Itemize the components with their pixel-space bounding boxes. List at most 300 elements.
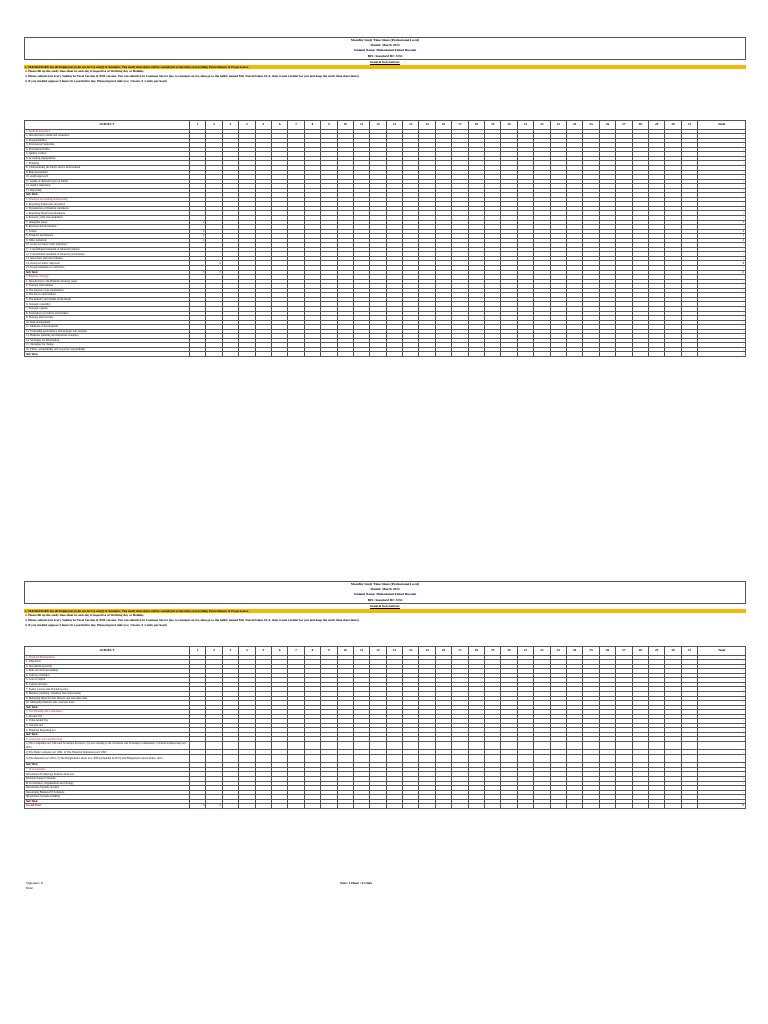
day-header: 10 <box>337 647 353 656</box>
day-cell[interactable] <box>485 754 501 762</box>
subject-cell: Decision Support Systems <box>25 776 190 781</box>
day-header: 3 <box>222 121 238 130</box>
day-cell[interactable] <box>665 742 681 750</box>
subject-cell: 11. Methods of development <box>25 325 190 330</box>
day-cell[interactable] <box>403 754 419 762</box>
day-header: 15 <box>419 647 435 656</box>
total-cell: - <box>698 320 746 325</box>
total-cell: - <box>698 776 746 781</box>
total-cell: - <box>698 786 746 791</box>
day-header: 4 <box>239 647 255 656</box>
subject-cell: Information Systems Security <box>25 786 190 791</box>
total-cell: - <box>698 714 746 719</box>
subject-cell: 6. Accepting engagements <box>25 156 190 161</box>
day-cell[interactable] <box>648 804 664 809</box>
day-cell[interactable] <box>632 742 648 750</box>
instruction-4: 4. If you studied suppose 3 hours in a particular day, Please input 6 units (i.e. 3 hours X 2 units per hour) <box>25 78 168 83</box>
student-name: Student Name: Mohammed Fahad Hossain <box>353 592 417 597</box>
day-cell[interactable] <box>616 742 632 750</box>
day-header: 30 <box>665 647 681 656</box>
total-cell: - <box>698 293 746 298</box>
total-cell: - <box>698 311 746 316</box>
total-cell: - <box>698 288 746 293</box>
day-cell[interactable] <box>419 754 435 762</box>
day-cell[interactable] <box>403 352 419 357</box>
timesheet-table <box>24 646 746 809</box>
day-cell[interactable]: 8 <box>190 804 206 809</box>
day-header: 1 <box>190 121 206 130</box>
subject-cell: 4. Professional Ethics <box>25 147 190 152</box>
total-header: Total <box>698 121 746 130</box>
day-header: 18 <box>468 647 484 656</box>
subject-cell: 14. Strategies for information <box>25 338 190 343</box>
subject-cell: Sub Total <box>25 705 190 710</box>
sheet-title: Monthly Study Time Sheet (Professional Level) <box>350 582 420 586</box>
day-cell[interactable] <box>370 742 386 750</box>
subject-cell: Grand Total <box>25 804 190 809</box>
day-cell[interactable] <box>304 742 320 750</box>
subject-cell: 9. Strategy and structure <box>25 316 190 321</box>
day-cell[interactable] <box>566 352 582 357</box>
total-cell: 2 <box>698 238 746 243</box>
total-cell: - <box>698 705 746 710</box>
day-cell[interactable] <box>566 742 582 750</box>
day-cell[interactable] <box>206 742 222 750</box>
subject-cell: 6. Corporate Laws and Practices <box>25 737 190 742</box>
total-cell: - <box>698 728 746 733</box>
day-cell[interactable] <box>599 352 615 357</box>
day-cell[interactable] <box>583 754 599 762</box>
day-header: 4 <box>239 121 255 130</box>
total-cell: - <box>698 732 746 737</box>
day-cell[interactable] <box>485 352 501 357</box>
day-cell[interactable] <box>239 804 255 809</box>
day-cell[interactable] <box>222 754 238 762</box>
subject-cell: 5. Quality Control <box>25 152 190 157</box>
total-cell: - <box>698 147 746 152</box>
day-cell[interactable] <box>550 804 566 809</box>
day-cell[interactable] <box>337 742 353 750</box>
instruction-1: 1. MANDATORY for all Employees (who are in CA study) & Students. The study time sheet will be considered at the time of providing Exam Fitness & Exam Leave. <box>24 609 746 614</box>
day-cell[interactable] <box>321 754 337 762</box>
sheet-header <box>24 37 746 60</box>
day-cell[interactable] <box>583 804 599 809</box>
day-cell[interactable] <box>681 352 697 357</box>
sheet-month: Month: March 2024 <box>370 587 400 592</box>
day-cell[interactable] <box>386 352 402 357</box>
total-cell: - <box>698 795 746 800</box>
day-cell[interactable] <box>206 754 222 762</box>
day-cell[interactable] <box>665 804 681 809</box>
subject-cell: 11. Audits of different types of Entity <box>25 179 190 184</box>
day-cell[interactable] <box>534 754 550 762</box>
subject-cell: 12. Audit Completion <box>25 184 190 189</box>
day-header: 10 <box>337 121 353 130</box>
day-header: 29 <box>648 121 664 130</box>
day-cell[interactable] <box>550 754 566 762</box>
day-header: 28 <box>632 121 648 130</box>
day-header: 3 <box>222 647 238 656</box>
day-cell[interactable] <box>501 742 517 750</box>
subject-cell: Information Systems Auditing <box>25 795 190 800</box>
total-cell: - <box>698 243 746 248</box>
day-cell[interactable] <box>337 804 353 809</box>
total-cell: - <box>698 184 746 189</box>
subject-cell: 1. Objectives <box>25 660 190 665</box>
day-header: 12 <box>370 121 386 130</box>
day-cell[interactable] <box>566 804 582 809</box>
day-cell[interactable] <box>501 804 517 809</box>
total-cell: - <box>698 719 746 724</box>
day-header: 2 <box>206 647 222 656</box>
day-cell[interactable] <box>271 804 287 809</box>
subject-cell: Sub Total <box>25 799 190 804</box>
day-cell[interactable] <box>304 804 320 809</box>
day-header: 8 <box>304 121 320 130</box>
subject-cell: 7. Planning <box>25 161 190 166</box>
student-name: Student Name: Mohammed Fahad Hossain <box>353 48 417 53</box>
day-cell[interactable] <box>501 352 517 357</box>
day-cell[interactable] <box>616 804 632 809</box>
day-cell[interactable] <box>321 352 337 357</box>
day-cell[interactable] <box>288 742 304 750</box>
day-header: 19 <box>485 121 501 130</box>
day-cell[interactable]: 2 <box>190 220 206 225</box>
day-cell[interactable] <box>222 352 238 357</box>
student-id: BFC Standard ID: 3332 <box>367 597 403 602</box>
day-cell[interactable] <box>452 352 468 357</box>
day-header: 18 <box>468 121 484 130</box>
day-cell[interactable] <box>190 352 206 357</box>
day-cell[interactable] <box>632 804 648 809</box>
day-cell[interactable] <box>353 742 369 750</box>
subject-cell: 2. Investment appraisal <box>25 664 190 669</box>
day-cell[interactable] <box>632 754 648 762</box>
day-cell[interactable] <box>239 742 255 750</box>
total-cell: - <box>698 673 746 678</box>
total-cell: - <box>698 692 746 697</box>
subject-cell: 3) The Insurance Act 2010; 2) The Bangladesh Labour Act, 2006 (Amended in 2013) and Bangladesh Labour Rules, 2015 <box>25 754 190 762</box>
day-cell[interactable] <box>648 742 664 750</box>
day-cell[interactable] <box>681 742 697 750</box>
day-cell[interactable] <box>632 352 648 357</box>
table-row <box>25 754 746 762</box>
subject-cell: 2. Strategy and business <box>25 284 190 289</box>
total-cell: - <box>698 754 746 762</box>
day-header: 2 <box>206 121 222 130</box>
subject-cell: 4. The macro environment <box>25 293 190 298</box>
day-cell[interactable] <box>681 804 697 809</box>
day-cell[interactable] <box>353 352 369 357</box>
total-cell: - <box>698 297 746 302</box>
total-cell: - <box>698 193 746 198</box>
total-cell: - <box>698 170 746 175</box>
total-cell: 2 <box>698 229 746 234</box>
subject-cell: 7. Strategic options <box>25 306 190 311</box>
subject-cell: 12. Evaluating performance and strategic data analysis <box>25 329 190 334</box>
day-cell[interactable] <box>271 352 287 357</box>
total-cell: - <box>698 799 746 804</box>
total-cell: - <box>698 664 746 669</box>
day-cell[interactable] <box>468 352 484 357</box>
day-cell[interactable]: 8 <box>206 270 222 275</box>
day-cell[interactable] <box>337 352 353 357</box>
day-cell[interactable] <box>255 754 271 762</box>
total-cell: 8 <box>698 261 746 266</box>
day-header: 1 <box>190 647 206 656</box>
subject-cell: 2. Presentation of financial statements <box>25 206 190 211</box>
instruction-3: 3. Please submit it in every Sunday in Excel Version & PDF version. You can submit it in Common Server (Go to common server, then go to the folder named Md. Nazrul Islam ACA, then create a folder for you and keep the study time sheet there) <box>25 617 359 622</box>
day-header: 5 <box>255 647 271 656</box>
day-cell[interactable] <box>468 804 484 809</box>
day-cell[interactable] <box>271 754 287 762</box>
day-cell[interactable] <box>517 804 533 809</box>
day-cell[interactable] <box>304 754 320 762</box>
day-cell[interactable] <box>403 742 419 750</box>
day-header: 8 <box>304 647 320 656</box>
total-cell: - <box>698 216 746 221</box>
day-cell[interactable] <box>321 804 337 809</box>
subject-cell: 6. Capital structure <box>25 682 190 687</box>
day-cell[interactable] <box>534 804 550 809</box>
day-cell[interactable] <box>616 754 632 762</box>
day-header: 27 <box>616 647 632 656</box>
day-cell[interactable] <box>566 754 582 762</box>
total-cell: - <box>698 166 746 171</box>
day-header: 23 <box>550 121 566 130</box>
day-cell[interactable] <box>452 742 468 750</box>
day-cell[interactable] <box>468 754 484 762</box>
subject-cell: 9. Other standards <box>25 238 190 243</box>
total-cell: - <box>698 352 746 357</box>
sheet-month: Month: March 2024 <box>370 43 400 48</box>
day-cell[interactable] <box>534 742 550 750</box>
total-cell: 16 <box>698 270 746 275</box>
day-cell[interactable]: 2 <box>190 229 206 234</box>
total-cell: - <box>698 660 746 665</box>
subject-cell: 3. Customs Act <box>25 723 190 728</box>
day-header: 13 <box>386 647 402 656</box>
total-cell: - <box>698 343 746 348</box>
total-cell: - <box>698 306 746 311</box>
subject-cell: 1. Introduction to the Business Strategy paper <box>25 279 190 284</box>
subject-cell: 10. Audit Approach <box>25 175 190 180</box>
day-cell[interactable] <box>386 742 402 750</box>
day-cell[interactable] <box>616 352 632 357</box>
day-header: 20 <box>501 647 517 656</box>
day-cell[interactable]: 8 <box>206 804 222 809</box>
day-header: 24 <box>566 647 582 656</box>
day-cell[interactable]: 8 <box>206 261 222 266</box>
day-cell[interactable] <box>255 352 271 357</box>
total-cell: - <box>698 790 746 795</box>
subject-cell: Sub Total <box>25 763 190 768</box>
total-cell: - <box>698 338 746 343</box>
subject-cell: 1) The Companies Act 1994 and Securities Practices; 2) Laws relating to the Securities and Exchange Commission; 3) Financial Reporting Act 2015 <box>25 742 190 750</box>
student-id: BFC Standard ID: 3332 <box>367 53 403 58</box>
subject-cell: 3. Business Strategy <box>25 275 190 280</box>
day-cell[interactable] <box>517 754 533 762</box>
day-cell[interactable] <box>599 754 615 762</box>
total-cell: - <box>698 669 746 674</box>
subject-cell: 10. Risk management <box>25 320 190 325</box>
day-cell[interactable] <box>665 754 681 762</box>
day-cell[interactable] <box>304 352 320 357</box>
day-cell[interactable] <box>435 804 451 809</box>
day-cell[interactable] <box>517 352 533 357</box>
day-cell[interactable] <box>288 352 304 357</box>
day-header: 22 <box>534 647 550 656</box>
day-cell[interactable] <box>190 754 206 762</box>
subject-cell: 4. Property, plant and equipment <box>25 216 190 221</box>
day-cell[interactable] <box>370 804 386 809</box>
day-cell[interactable] <box>386 754 402 762</box>
day-header: 26 <box>599 121 615 130</box>
subject-cell: 3. Professional Standards <box>25 143 190 148</box>
day-header: 20 <box>501 121 517 130</box>
day-cell[interactable] <box>452 754 468 762</box>
total-cell: - <box>698 678 746 683</box>
day-cell[interactable] <box>648 352 664 357</box>
timesheet-page-2 <box>24 581 746 809</box>
day-header: 14 <box>403 121 419 130</box>
day-cell[interactable] <box>517 742 533 750</box>
day-cell[interactable] <box>353 754 369 762</box>
subject-cell: 15. Group statement of cash flows <box>25 266 190 271</box>
total-cell: - <box>698 161 746 166</box>
day-header: 9 <box>321 121 337 130</box>
day-cell[interactable] <box>599 804 615 809</box>
subject-cell: 10. Managing financial risk: overseas trade <box>25 701 190 706</box>
day-cell[interactable] <box>288 804 304 809</box>
subject-cell: 4. Financial Management <box>25 655 190 660</box>
total-cell: - <box>698 175 746 180</box>
day-cell[interactable] <box>337 754 353 762</box>
subject-cell: 15. Strategies for change <box>25 343 190 348</box>
day-cell[interactable] <box>239 352 255 357</box>
day-cell[interactable] <box>435 742 451 750</box>
subject-cell: 11. Consolidated statement of financial position <box>25 247 190 252</box>
subject-cell: 3. The purpose of an organisation <box>25 288 190 293</box>
day-header: 24 <box>566 121 582 130</box>
day-cell[interactable] <box>255 742 271 750</box>
day-cell[interactable] <box>665 352 681 357</box>
day-cell[interactable] <box>288 754 304 762</box>
total-cell: - <box>698 266 746 271</box>
day-header: 13 <box>386 121 402 130</box>
day-cell[interactable] <box>239 754 255 762</box>
total-cell: - <box>698 138 746 143</box>
day-cell[interactable] <box>419 804 435 809</box>
day-cell[interactable] <box>435 352 451 357</box>
day-cell[interactable] <box>190 742 206 750</box>
day-cell[interactable] <box>403 804 419 809</box>
day-cell[interactable] <box>435 754 451 762</box>
day-cell[interactable] <box>583 352 599 357</box>
day-header: 25 <box>583 121 599 130</box>
day-cell[interactable] <box>370 754 386 762</box>
day-cell[interactable] <box>485 742 501 750</box>
total-cell: - <box>698 279 746 284</box>
day-cell[interactable] <box>255 804 271 809</box>
day-cell[interactable] <box>485 804 501 809</box>
subject-cell: 5. Intangible assets <box>25 220 190 225</box>
timesheet-table <box>24 120 746 357</box>
subject-cell: 7. Equity sources and dividend policy <box>25 687 190 692</box>
total-cell: 2 <box>698 234 746 239</box>
total-cell: - <box>698 179 746 184</box>
total-cell: - <box>698 781 746 786</box>
day-header: 19 <box>485 647 501 656</box>
day-cell[interactable] <box>321 742 337 750</box>
day-cell[interactable] <box>468 742 484 750</box>
subject-cell: 2. Value Added Tax <box>25 719 190 724</box>
day-cell[interactable] <box>222 742 238 750</box>
day-cell[interactable] <box>534 352 550 357</box>
total-cell: - <box>698 134 746 139</box>
day-cell[interactable] <box>386 804 402 809</box>
day-header: 17 <box>452 121 468 130</box>
day-header: 6 <box>271 121 287 130</box>
total-cell: - <box>698 329 746 334</box>
day-cell[interactable] <box>452 804 468 809</box>
total-cell: - <box>698 247 746 252</box>
instruction-4: 4. If you studied suppose 3 hours in a particular day, Please input 6 units (i.e. 3 hours X 2 units per hour) <box>25 622 168 627</box>
day-cell[interactable] <box>583 742 599 750</box>
date-label: Date: <box>26 886 34 890</box>
day-cell[interactable] <box>419 352 435 357</box>
day-cell[interactable] <box>501 754 517 762</box>
day-cell[interactable] <box>550 742 566 750</box>
total-header: Total <box>698 647 746 656</box>
day-cell[interactable] <box>599 742 615 750</box>
day-header: 17 <box>452 647 468 656</box>
subject-cell: Sub Total <box>25 352 190 357</box>
total-cell: - <box>698 347 746 352</box>
day-cell[interactable]: 8 <box>190 270 206 275</box>
signature-line <box>26 881 43 891</box>
day-cell[interactable]: 2 <box>190 238 206 243</box>
subject-cell: IT Governance, Organization and Strategy <box>25 781 190 786</box>
day-cell[interactable] <box>419 742 435 750</box>
total-cell: - <box>698 252 746 257</box>
day-header: 30 <box>665 121 681 130</box>
day-cell[interactable] <box>370 352 386 357</box>
subject-cell: 5. Tax Planning and Compliance <box>25 710 190 715</box>
day-cell[interactable] <box>353 804 369 809</box>
subject-cell: 8. Business planning, valuation and restructuring <box>25 692 190 697</box>
day-cell[interactable] <box>222 804 238 809</box>
subject-cell: Developing Business/IT Solutions <box>25 790 190 795</box>
subject-cell: 3. Risk and decision-making <box>25 669 190 674</box>
day-cell[interactable] <box>206 352 222 357</box>
subject-cell: 6. Strategic capability <box>25 302 190 307</box>
total-cell: - <box>698 188 746 193</box>
day-cell[interactable]: 2 <box>190 234 206 239</box>
day-header: 7 <box>288 121 304 130</box>
subject-cell: 8. Financial instruments <box>25 234 190 239</box>
day-header: 12 <box>370 647 386 656</box>
day-cell[interactable] <box>681 754 697 762</box>
day-header: 7 <box>288 647 304 656</box>
day-header: 26 <box>599 647 615 656</box>
subject-cell: Sub Total <box>25 193 190 198</box>
day-cell[interactable] <box>550 352 566 357</box>
day-cell[interactable] <box>648 754 664 762</box>
total-cell: - <box>698 742 746 750</box>
day-cell[interactable] <box>271 742 287 750</box>
day-header: 11 <box>353 647 369 656</box>
